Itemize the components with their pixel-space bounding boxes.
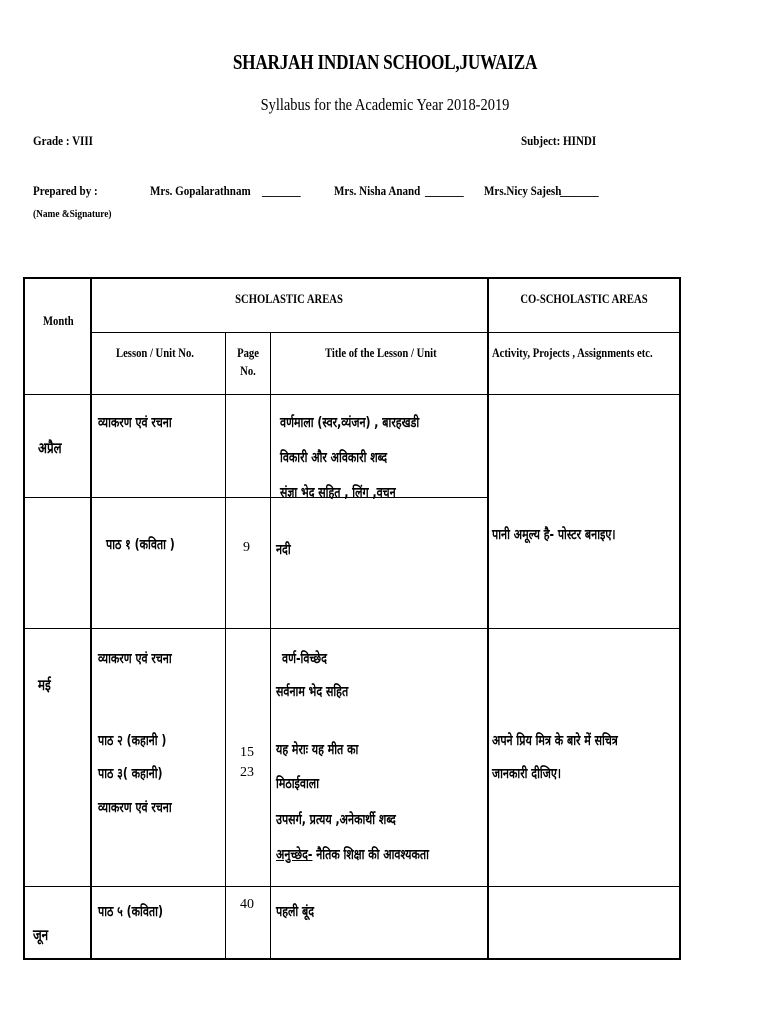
school-name: SHARJAH INDIAN SCHOOL,JUWAIZA bbox=[232, 50, 538, 74]
lesson-cell: पाठ २ (कहानी ) bbox=[98, 733, 167, 749]
anuchhed-label: अनुच्छेद- bbox=[276, 847, 313, 863]
title-header: Title of the Lesson / Unit bbox=[325, 346, 437, 360]
title-cell: यह मेराः यह मीत का bbox=[276, 742, 359, 758]
activity-cell: जानकारी दीजिए। bbox=[492, 766, 562, 782]
syllabus-title: Syllabus for the Academic Year 2018-2019 bbox=[260, 95, 510, 114]
title-cell bbox=[276, 845, 429, 864]
lesson-cell: पाठ ५ (कविता) bbox=[98, 904, 163, 920]
month-header: Month bbox=[43, 314, 74, 328]
page-cell: 40 bbox=[240, 897, 254, 912]
month-june: जून bbox=[33, 926, 49, 944]
page-header bbox=[229, 346, 266, 379]
title-cell: नदी bbox=[276, 542, 291, 558]
month-may: मई bbox=[38, 676, 51, 694]
title-cell: वर्ण-विच्छेद bbox=[282, 651, 327, 667]
lesson-header: Lesson / Unit No. bbox=[116, 346, 194, 360]
activity-cell: पानी अमूल्य है- पोस्टर बनाइए। bbox=[492, 527, 616, 543]
title-cell: पहली बूंद bbox=[276, 904, 315, 920]
title-cell: मिठाईवाला bbox=[276, 776, 320, 792]
page-cell: 9 bbox=[243, 540, 250, 555]
subject-label: Subject: HINDI bbox=[521, 133, 597, 148]
signature-line: _______ bbox=[262, 183, 301, 198]
lesson-cell: व्याकरण एवं रचना bbox=[98, 651, 172, 667]
title-cell: उपसर्ग, प्रत्यय ,अनेकार्थी शब्द bbox=[276, 812, 396, 828]
title-cell: वर्णमाला (स्वर,व्यंजन) , बारहखडी bbox=[280, 415, 420, 431]
page-cell: 15 bbox=[240, 745, 254, 760]
teacher-name: Mrs.Nicy Sajesh bbox=[484, 183, 562, 198]
lesson-cell: पाठ ३( कहानी) bbox=[98, 766, 163, 782]
teacher-name: Mrs. Gopalarathnam bbox=[150, 183, 251, 198]
title-cell: सर्वनाम भेद सहित bbox=[276, 684, 349, 700]
title-cell: विकारी और अविकारी शब्द bbox=[280, 450, 388, 466]
anuchhed-text: नैतिक शिक्षा की आवश्यकता bbox=[312, 847, 429, 863]
teacher-name: Mrs. Nisha Anand bbox=[334, 183, 421, 198]
signature-line: _______ bbox=[560, 183, 599, 198]
lesson-cell: पाठ १ (कविता ) bbox=[106, 537, 175, 553]
grade-label: Grade : VIII bbox=[33, 133, 93, 148]
page-cell: 23 bbox=[240, 765, 254, 780]
signature-line: _______ bbox=[425, 183, 464, 198]
name-signature-label: (Name &Signature) bbox=[33, 208, 112, 220]
lesson-cell: व्याकरण एवं रचना bbox=[98, 415, 172, 431]
prepared-by-label: Prepared by : bbox=[33, 183, 98, 198]
co-scholastic-header: CO-SCHOLASTIC AREAS bbox=[520, 292, 648, 306]
page-header-line2: No. bbox=[240, 364, 256, 378]
activity-cell: अपने प्रिय मित्र के बारे में सचित्र bbox=[492, 733, 618, 749]
page-header-line1: Page bbox=[237, 346, 259, 360]
scholastic-header: SCHOLASTIC AREAS bbox=[235, 292, 343, 306]
month-april: अप्रैल bbox=[38, 439, 62, 457]
title-cell: संज्ञा भेद सहित , लिंग ,वचन bbox=[280, 485, 396, 501]
activity-header: Activity, Projects , Assignments etc. bbox=[492, 346, 653, 360]
lesson-cell: व्याकरण एवं रचना bbox=[98, 800, 172, 816]
